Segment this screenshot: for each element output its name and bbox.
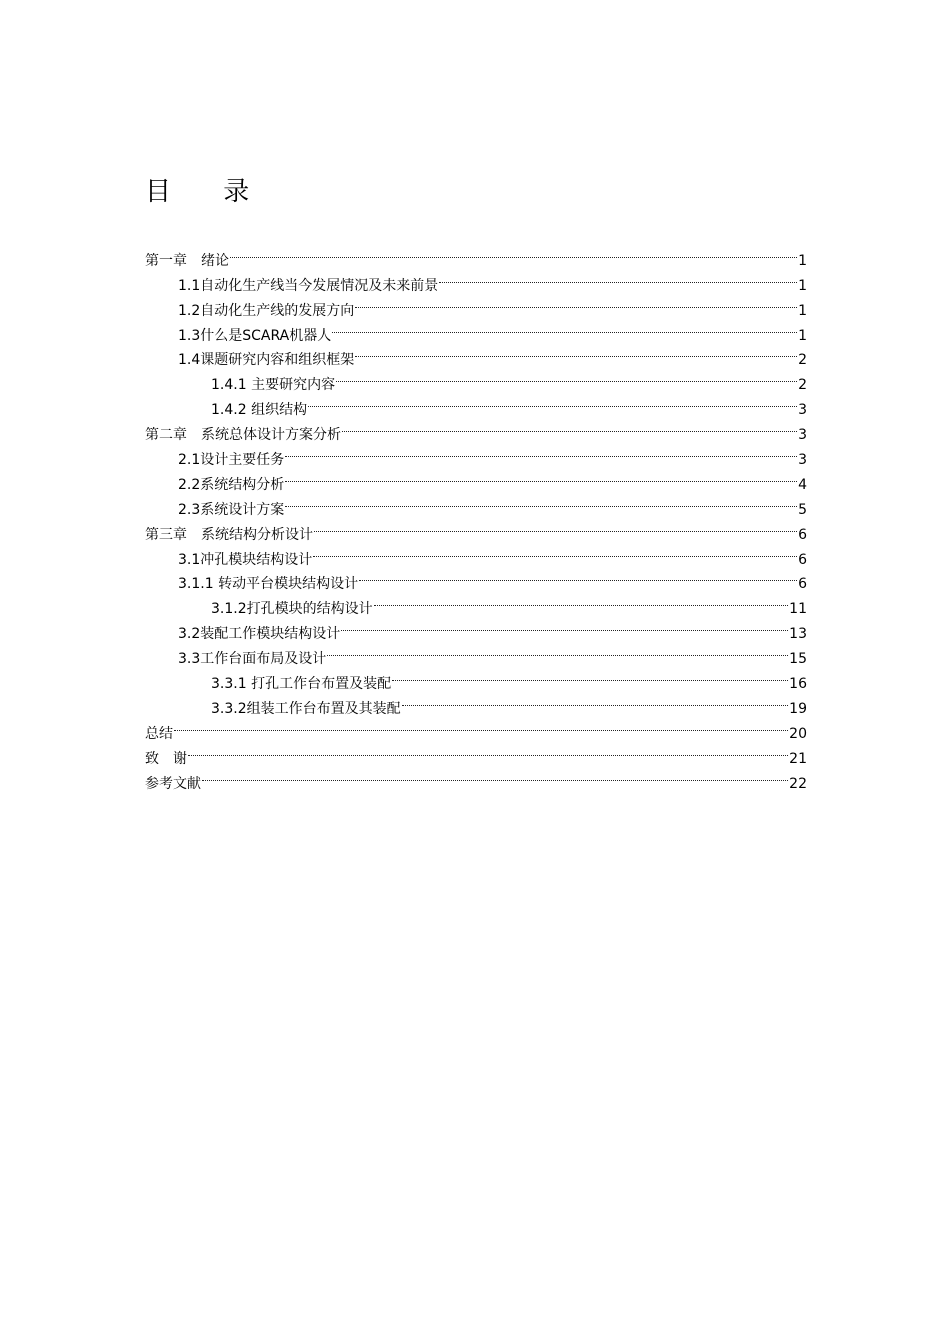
toc-entry-page-number: 6 bbox=[798, 576, 807, 593]
toc-entry-label: 1.2自动化生产线的发展方向 bbox=[178, 302, 355, 319]
toc-dot-leader bbox=[285, 489, 797, 514]
toc-entry-page-number: 3 bbox=[798, 427, 807, 444]
toc-dot-leader bbox=[314, 514, 797, 539]
toc-entry-page-number: 22 bbox=[789, 775, 807, 792]
toc-entry-label: 2.3系统设计方案 bbox=[178, 501, 285, 518]
toc-dot-leader bbox=[327, 638, 788, 663]
toc-dot-leader bbox=[359, 564, 797, 589]
toc-entry-label: 第一章 绪论 bbox=[145, 252, 229, 269]
toc-entry-page-number: 3 bbox=[798, 452, 807, 469]
toc-dot-leader bbox=[392, 663, 788, 688]
toc-entry-label: 1.1自动化生产线当今发展情况及未来前景 bbox=[178, 277, 439, 294]
toc-entry-label: 3.3工作台面布局及设计 bbox=[178, 651, 327, 668]
toc-entry-page-number: 6 bbox=[798, 551, 807, 568]
toc-dot-leader bbox=[202, 763, 788, 788]
toc-dot-leader bbox=[230, 240, 797, 265]
toc-entry-page-number: 15 bbox=[789, 651, 807, 668]
toc-entry[interactable] bbox=[145, 265, 807, 294]
toc-entry[interactable] bbox=[145, 763, 807, 792]
toc-entry-label: 3.3.2组装工作台布置及其装配 bbox=[211, 700, 401, 717]
toc-entry-page-number: 19 bbox=[789, 700, 807, 717]
toc-dot-leader bbox=[342, 414, 797, 439]
toc-entry-label: 3.2装配工作模块结构设计 bbox=[178, 626, 341, 643]
toc-entry-label: 1.4.1 主要研究内容 bbox=[211, 377, 336, 394]
toc-dot-leader bbox=[188, 738, 788, 763]
table-of-contents bbox=[145, 240, 807, 792]
toc-dot-leader bbox=[402, 688, 789, 713]
toc-entry-page-number: 1 bbox=[798, 302, 807, 319]
toc-dot-leader bbox=[355, 290, 797, 315]
toc-entry-page-number: 1 bbox=[798, 277, 807, 294]
toc-entry-label: 总结 bbox=[145, 725, 173, 742]
toc-entry-label: 3.1.1 转动平台模块结构设计 bbox=[178, 576, 359, 593]
toc-dot-leader bbox=[332, 315, 797, 340]
toc-entry[interactable] bbox=[145, 240, 807, 269]
toc-entry-label: 3.3.1 打孔工作台布置及装配 bbox=[211, 676, 392, 693]
toc-entry-page-number: 4 bbox=[798, 476, 807, 493]
toc-dot-leader bbox=[308, 389, 797, 414]
page-title: 目 录 bbox=[145, 177, 272, 207]
toc-dot-leader bbox=[336, 364, 797, 389]
toc-dot-leader bbox=[374, 588, 789, 613]
toc-dot-leader bbox=[341, 613, 788, 638]
toc-entry-label: 第三章 系统结构分析设计 bbox=[145, 526, 313, 543]
toc-entry-page-number: 3 bbox=[798, 402, 807, 419]
toc-entry-label: 1.4.2 组织结构 bbox=[211, 402, 308, 419]
toc-entry-label: 参考文献 bbox=[145, 775, 201, 792]
toc-entry-page-number: 5 bbox=[798, 501, 807, 518]
toc-entry-page-number: 13 bbox=[789, 626, 807, 643]
toc-entry-label: 第二章 系统总体设计方案分析 bbox=[145, 427, 341, 444]
toc-dot-leader bbox=[313, 539, 797, 564]
toc-entry-page-number: 21 bbox=[789, 750, 807, 767]
toc-entry-label: 2.2系统结构分析 bbox=[178, 476, 285, 493]
toc-dot-leader bbox=[174, 713, 788, 738]
toc-entry-page-number: 16 bbox=[789, 676, 807, 693]
toc-entry-label: 1.4课题研究内容和组织框架 bbox=[178, 352, 355, 369]
toc-dot-leader bbox=[285, 464, 797, 489]
toc-entry-label: 3.1.2打孔模块的结构设计 bbox=[211, 601, 373, 618]
toc-entry-label: 2.1设计主要任务 bbox=[178, 452, 285, 469]
toc-entry-label: 3.1冲孔模块结构设计 bbox=[178, 551, 313, 568]
toc-entry-page-number: 2 bbox=[798, 377, 807, 394]
toc-entry-page-number: 6 bbox=[798, 526, 807, 543]
toc-entry-page-number: 1 bbox=[798, 252, 807, 269]
toc-entry[interactable] bbox=[145, 713, 807, 742]
toc-dot-leader bbox=[285, 439, 797, 464]
toc-entry-label: 1.3什么是SCARA机器人 bbox=[178, 327, 332, 344]
toc-entry-page-number: 2 bbox=[798, 352, 807, 369]
toc-entry-page-number: 11 bbox=[789, 601, 807, 618]
toc-entry[interactable] bbox=[145, 738, 807, 767]
toc-entry-page-number: 1 bbox=[798, 327, 807, 344]
toc-dot-leader bbox=[355, 340, 797, 365]
toc-dot-leader bbox=[439, 265, 797, 290]
toc-entry-label: 致 谢 bbox=[145, 750, 187, 767]
toc-entry-page-number: 20 bbox=[789, 725, 807, 742]
